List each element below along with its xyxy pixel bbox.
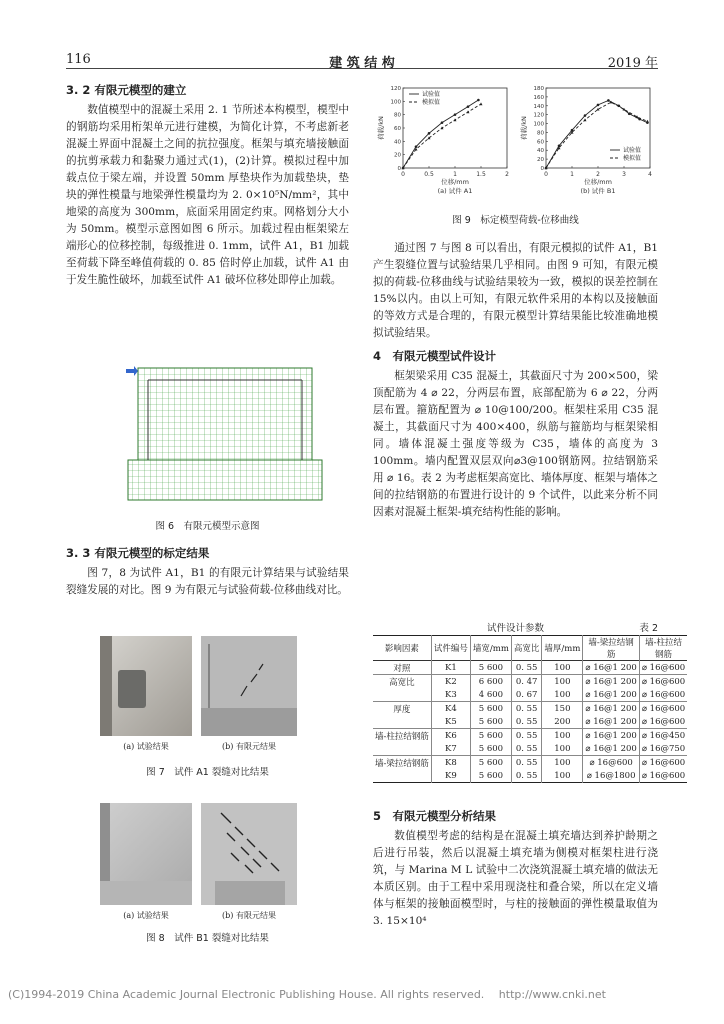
table-cell: 100	[542, 688, 583, 702]
y-axis-label: 荷载/kN	[520, 116, 528, 140]
right-para-1: 通过图 7 与图 8 可以看出，有限元模拟的试件 A1，B1 产生裂缝位置与试验结果几乎相同。由图 9 可知，有限元模拟的荷载-位移曲线与试验结果较为一致，模拟的误差控制在 15%以内。由以上可知，有限元软件采用的本构以及接触面的等效方式是合理的，有限元模型计算结果能比较准确地模拟试验结果。	[373, 242, 658, 339]
table-cell: 5 600	[470, 715, 511, 729]
table-cell: 100	[542, 675, 583, 689]
data-point	[597, 108, 600, 111]
table-cell: K7	[431, 742, 470, 756]
y-tick-label: 0	[397, 166, 401, 172]
table-cell	[373, 769, 431, 783]
table-cell: ⌀ 16@1800	[583, 769, 639, 783]
fig7-sub-a: (a) 试验结果	[123, 742, 169, 751]
table-cell	[373, 715, 431, 729]
x-tick-label: 1.5	[476, 171, 486, 178]
table-cell: K8	[431, 756, 470, 770]
fig8-sub-a: (a) 试验结果	[123, 911, 169, 920]
table-row	[373, 688, 687, 702]
series-line-1	[403, 104, 481, 168]
fig7-test-photo	[100, 636, 192, 736]
table-header-5: 墙-梁拉结钢筋	[583, 636, 639, 661]
heading-5: 5 有限元模型分析结果	[373, 809, 497, 823]
data-point	[441, 121, 444, 124]
table-cell: K5	[431, 715, 470, 729]
legend-label: 模拟值	[422, 99, 441, 106]
data-point	[584, 118, 587, 121]
section-5	[373, 808, 658, 930]
right-para-1-block	[373, 240, 658, 342]
table-title: 试件设计参数	[486, 623, 544, 634]
table-cell: ⌀ 16@450	[639, 729, 687, 743]
table-cell: 100	[542, 742, 583, 756]
table-cell: 6 600	[470, 675, 511, 689]
fig9-caption: 图 9 标定模型荷载-位移曲线	[452, 215, 579, 226]
table-cell: 对照	[393, 663, 411, 674]
y-tick-label: 80	[537, 130, 544, 137]
fig9-chart-b1	[518, 80, 658, 204]
y-tick-label: 120	[390, 86, 401, 92]
table-cell: K1	[431, 661, 470, 675]
y-tick-label: 60	[394, 126, 401, 132]
table-2-block	[373, 620, 686, 783]
fig8-caption: 图 8 试件 B1 裂缝对比结果	[146, 933, 269, 944]
table-cell: ⌀ 16@1 200	[583, 675, 639, 689]
legend-label: 试验值	[623, 147, 642, 154]
heading-3-3: 3. 3 有限元模型的标定结果	[66, 546, 210, 560]
journal-title: 建 筑 结 构	[329, 56, 395, 71]
table-cell: 高宽比	[389, 677, 415, 688]
table-cell	[373, 688, 431, 702]
y-axis-label: 荷载/kN	[377, 116, 385, 140]
table-cell: K3	[431, 688, 470, 702]
fig9-chart-a1	[375, 80, 515, 204]
fig8-test-photo	[100, 803, 192, 905]
data-point	[477, 99, 480, 102]
table-cell: ⌀ 16@600	[639, 756, 687, 770]
table-cell: ⌀ 16@1 200	[583, 661, 639, 675]
heading-4: 4 有限元模型试件设计	[373, 349, 497, 363]
series-line-0	[403, 100, 478, 168]
table-header-3: 高宽比	[511, 636, 542, 661]
data-point	[584, 114, 587, 117]
table-cell: 0. 55	[511, 661, 542, 675]
data-point	[480, 102, 483, 105]
table-cell: K6	[431, 729, 470, 743]
table-cell: ⌀ 16@600	[639, 661, 687, 675]
x-tick-label: 3	[622, 171, 626, 178]
data-point	[607, 99, 610, 102]
table-row	[373, 702, 687, 716]
table-cell: 0. 55	[511, 742, 542, 756]
table-cell: 0. 55	[511, 729, 542, 743]
y-tick-label: 180	[533, 86, 544, 92]
data-point	[428, 132, 431, 135]
table-cell: ⌀ 16@600	[639, 769, 687, 783]
y-tick-label: 40	[537, 148, 544, 155]
paragraph-3-3: 图 7，8 为试件 A1，B1 的有限元计算结果与试验结果裂缝发展的对比。图 9 为有限元与试验荷载-位移曲线对比。	[66, 567, 349, 596]
legend-label: 试验值	[422, 91, 441, 98]
table-header-2: 墙宽/mm	[470, 636, 511, 661]
table-row	[373, 742, 687, 756]
table-cell: 0. 55	[511, 769, 542, 783]
table-cell: ⌀ 16@1 200	[583, 688, 639, 702]
table-cell: 5 600	[470, 702, 511, 716]
table-header-6: 墙-柱拉结钢筋	[639, 636, 687, 661]
page-number: 116	[66, 52, 91, 67]
y-tick-label: 20	[537, 157, 544, 164]
table-cell: 5 600	[470, 769, 511, 783]
table-cell: 厚度	[393, 704, 411, 715]
y-tick-label: 100	[533, 121, 544, 128]
table-header-0: 影响因素	[384, 644, 419, 654]
fig8-fe-result	[201, 803, 297, 905]
x-tick-label: 2	[505, 171, 509, 178]
footer-copyright: (C)1994-2019 China Academic Journal Electronic Publishing House. All rights reserved. http://www.cnki.net	[8, 988, 606, 1001]
x-axis-label: 位移/mm	[441, 178, 469, 186]
x-tick-label: 1	[453, 171, 457, 178]
table-cell: K9	[431, 769, 470, 783]
table-row	[373, 729, 687, 743]
table-cell: K4	[431, 702, 470, 716]
y-tick-label: 40	[394, 139, 401, 146]
table-row	[373, 715, 687, 729]
fig8-sub-b: (b) 有限元结果	[222, 911, 276, 920]
table-cell: 5 600	[470, 661, 511, 675]
y-tick-label: 20	[394, 152, 401, 159]
x-tick-label: 0	[544, 171, 548, 178]
table-cell: ⌀ 16@1 200	[583, 702, 639, 716]
plot-frame	[403, 88, 507, 168]
table-header-4: 墙厚/mm	[542, 636, 583, 661]
table-cell: 墙-柱拉结钢筋	[375, 731, 429, 742]
x-tick-label: 1	[570, 171, 574, 178]
journal-year: 2019 年	[607, 56, 658, 71]
table-header-1: 试件编号	[431, 636, 470, 661]
header-rule	[66, 68, 658, 69]
table-cell: ⌀ 16@600	[639, 688, 687, 702]
table-cell: ⌀ 16@1 200	[583, 729, 639, 743]
y-tick-label: 0	[540, 166, 544, 172]
table-cell: 200	[542, 715, 583, 729]
table-cell: ⌀ 16@600	[639, 675, 687, 689]
x-tick-label: 4	[648, 171, 652, 178]
table-cell: 5 600	[470, 742, 511, 756]
load-arrow-icon	[126, 366, 138, 376]
table-cell: 100	[542, 661, 583, 675]
fig6-caption: 图 6 有限元模型示意图	[155, 521, 260, 532]
y-tick-label: 120	[533, 112, 544, 119]
table-cell: ⌀ 16@600	[639, 715, 687, 729]
x-tick-label: 0	[401, 171, 405, 178]
y-tick-label: 60	[537, 139, 544, 146]
fig7-fe-result	[201, 636, 297, 736]
y-tick-label: 100	[390, 99, 401, 106]
table-row	[373, 756, 687, 770]
fig7-caption: 图 7 试件 A1 裂缝对比结果	[146, 767, 269, 778]
section-4	[373, 348, 658, 521]
x-tick-label: 0.5	[424, 171, 434, 178]
table-cell: ⌀ 16@1 200	[583, 715, 639, 729]
heading-3-2: 3. 2 有限元模型的建立	[66, 83, 187, 97]
table-cell: ⌀ 16@1 200	[583, 742, 639, 756]
table-cell: 100	[542, 769, 583, 783]
table-row	[373, 769, 687, 783]
paragraph-5: 数值模型考虑的结构是在混凝土填充墙达到养护龄期之后进行吊装，然后以混凝土填充墙为侧模对框架柱进行浇筑，与 Marina M L 试验中二次浇筑混凝土填充墙的做法无本质区别。由于工程中采用现浇柱和叠合梁，所以在定义墙体与框架的接触面模型时，与柱的接触面的弹性模量取值为 3. 15×10⁴	[373, 830, 658, 927]
table-2	[373, 635, 687, 783]
table-cell	[373, 742, 431, 756]
section-3-3	[66, 545, 349, 599]
y-tick-label: 160	[533, 94, 544, 101]
section-3-2	[66, 82, 349, 289]
table-cell: 墙-梁拉结钢筋	[375, 758, 429, 769]
data-point	[597, 104, 600, 107]
table-cell: 100	[542, 729, 583, 743]
y-tick-label: 80	[394, 112, 401, 119]
chart-title: (a) 试件 A1	[437, 187, 473, 195]
table-cell: 0. 47	[511, 675, 542, 689]
table-cell: 0. 55	[511, 715, 542, 729]
table-cell: ⌀ 16@600	[583, 756, 639, 770]
data-point	[415, 145, 418, 148]
chart-title: (b) 试件 B1	[580, 187, 616, 195]
fig6-mesh	[126, 362, 324, 504]
x-tick-label: 2	[596, 171, 600, 178]
fig7-sub-b: (b) 有限元结果	[222, 742, 276, 751]
table-cell: 0. 55	[511, 702, 542, 716]
table-cell: 0. 55	[511, 756, 542, 770]
table-cell: 4 600	[470, 688, 511, 702]
table-cell: 0. 67	[511, 688, 542, 702]
table-cell: 5 600	[470, 756, 511, 770]
data-point	[467, 105, 470, 108]
table-row	[373, 675, 687, 689]
table-cell: K2	[431, 675, 470, 689]
y-tick-label: 140	[533, 103, 544, 110]
data-point	[454, 113, 457, 116]
paragraph-4: 框架梁采用 C35 混凝土，其截面尺寸为 200×500，梁顶配筋为 4 ⌀ 22，分两层布置，底部配筋为 6 ⌀ 22，分两层布置。箍筋配置为 ⌀ 10@100/200。框架柱采用 C35 混凝土，其截面尺寸为 400×400，纵筋与箍筋均与框架梁相同。墙体混凝土强度等级为 C35，墙体的高度为 3 100mm。墙内配置双层双向⌀3@100钢筋网。拉结钢筋采用 ⌀ 16。表 2 为考虑框架高宽比、墙体厚度、框架与墙体之间的拉结钢筋的布置进行设计的 9 个试件，以此来分析不同因素对混凝土框架-填充结构性能的影响。	[373, 370, 658, 518]
paragraph-3-2: 数值模型中的混凝土采用 2. 1 节所述本构模型，模型中的钢筋均采用桁架单元进行建模，为简化计算，不考虑新老混凝土界面中混凝土之间的抗拉强度。框架与填充墙接触面的抗剪承载力和黏聚力通过式(1)，(2)计算。模拟过程中加载点位于梁左端，并设置 50mm 厚垫块作为加载垫块，垫块的弹性模量与地梁弹性模量均为 2. 0×10⁵N/mm²，其中地梁的高度为 300mm，底面采用固定约束。网格划分大小为 50mm。模型示意图如图 6 所示。加载过程由框架梁左端形心的位移控制，每级推进 0. 1mm，试件 A1，B1 加载至荷载下降至峰值荷载的 0. 85 倍时停止加载，试件 A1 由于发生脆性破坏，加载至试件 A1 破坏位移处即停止加载。	[66, 104, 349, 286]
table-cell: ⌀ 16@750	[639, 742, 687, 756]
table-cell: 5 600	[470, 729, 511, 743]
table-cell: 150	[542, 702, 583, 716]
table-cell: ⌀ 16@600	[639, 702, 687, 716]
x-axis-label: 位移/mm	[584, 178, 612, 186]
legend-label: 模拟值	[623, 155, 642, 162]
table-row	[373, 661, 687, 675]
data-point	[646, 120, 649, 123]
table-cell: 100	[542, 756, 583, 770]
table-number: 表 2	[639, 623, 658, 634]
